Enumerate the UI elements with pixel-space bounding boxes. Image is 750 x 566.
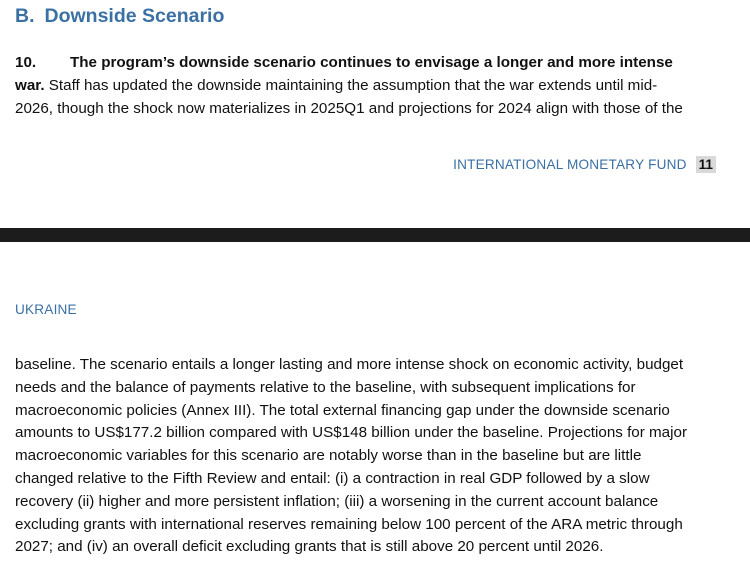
paragraph-10 — [15, 51, 725, 120]
paragraph-text: Staff has updated the downside maintaining the assumption that the war extends until mid- — [44, 77, 658, 94]
paragraph-line: baseline. The scenario entails a longer lasting and more intense shock on economic activity, budget — [15, 356, 684, 373]
section-heading — [15, 5, 224, 28]
section-letter: B. — [15, 5, 35, 27]
paragraph-lead-in-end: war. — [15, 77, 45, 94]
paragraph-lead-in: The program’s downside scenario continues to envisage a longer and more intense — [70, 54, 673, 71]
paragraph-line: 2027; and (iv) an overall deficit excluding grants that is still above 20 percent until 2026. — [15, 538, 604, 556]
paragraph-line: macroeconomic policies (Annex III). The total external financing gap under the downside scenario — [15, 401, 670, 419]
paragraph-line — [15, 74, 725, 97]
page-break-divider — [0, 228, 750, 242]
paragraph-line: changed relative to the Fifth Review and entail: (i) a contraction in real GDP followed by a slow — [15, 469, 650, 487]
page-number: 11 — [696, 156, 716, 173]
page-footer — [453, 156, 716, 173]
paragraph-number: 10. — [15, 54, 37, 71]
paragraph-line: amounts to US$177.2 billion compared with US$148 billion under the baseline. Projections for major — [15, 424, 688, 442]
running-header: UKRAINE — [15, 302, 77, 317]
paragraph-10-continued — [15, 354, 735, 559]
paragraph-line: excluding grants with international reserves remaining below 100 percent of the ARA metric through — [15, 515, 683, 533]
paragraph-line — [15, 51, 725, 74]
section-title: Downside Scenario — [44, 5, 225, 27]
paragraph-line: 2026, though the shock now materializes in 2025Q1 and projections for 2024 align with those of the — [15, 100, 683, 117]
footer-organization: INTERNATIONAL MONETARY FUND — [453, 157, 687, 172]
paragraph-line: needs and the balance of payments relative to the baseline, with subsequent implications for — [15, 378, 636, 396]
paragraph-line: macroeconomic variables for this scenario are notably worse than in the baseline but are little — [15, 447, 642, 465]
paragraph-line: recovery (ii) higher and more persistent inflation; (iii) a worsening in the current account balance — [15, 492, 659, 510]
